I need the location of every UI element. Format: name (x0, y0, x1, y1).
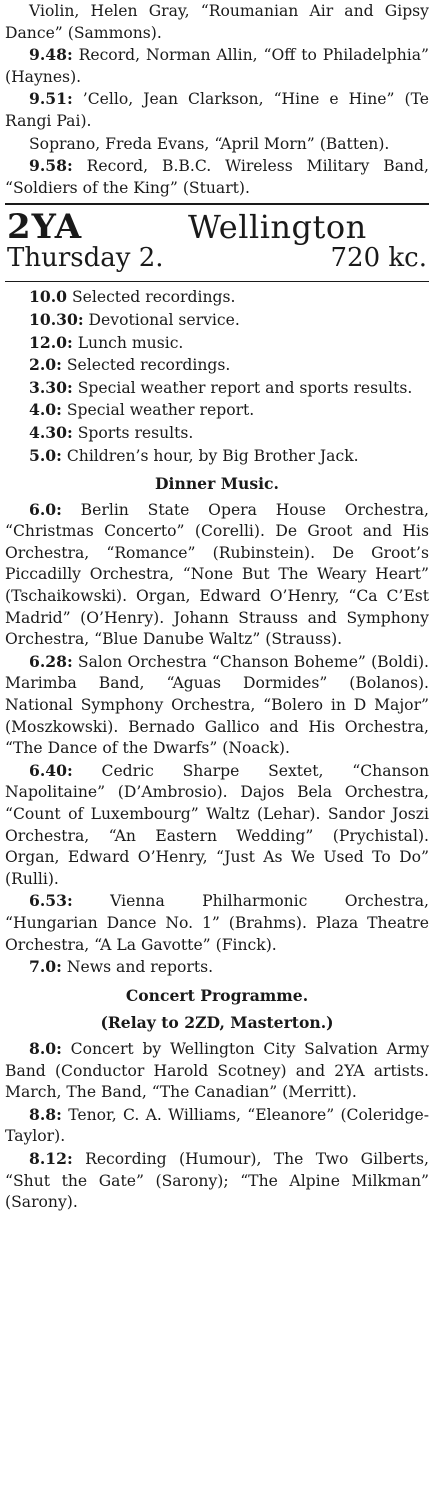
entry-text: Children’s hour, by Big Brother Jack. (61, 446, 359, 465)
broadcast-day: Thursday 2. (7, 243, 164, 274)
station-city: Wellington (188, 208, 367, 247)
programme-entry (5, 0, 429, 44)
programme-entry (5, 1104, 429, 1148)
entry-time: 10.0 (29, 287, 67, 307)
entry-time: 12.0: (29, 332, 73, 352)
entry-text: Cedric Sharpe Sextet, “Chanson Napolitaine” (D’Ambrosio). Dajos Bela Orchestra, “Count of Luxembourg” Waltz (Lehar). Sandor Joszi Orchestra, “An Eastern Wedding” (Prychistal). Organ, Edward O’Henry, “Just As We Used To Do” (Rulli). (5, 761, 429, 888)
early-items (5, 286, 429, 467)
entry-time: 5.0: (29, 445, 62, 465)
entry-time: 6.28: (29, 651, 73, 671)
entry-time: 2.0: (29, 355, 62, 375)
entry-text: News and reports. (61, 958, 214, 977)
programme-entry (5, 377, 429, 400)
programme-entry (5, 286, 429, 309)
station-header (5, 207, 429, 275)
section-heading-concert: Concert Programme. (125, 985, 309, 1005)
section-subheading-relay: (Relay to 2ZD, Masterton.) (100, 1013, 334, 1033)
entry-text: Selected recordings. (66, 288, 236, 307)
dinner-items (5, 499, 429, 979)
entry-time: 9.48: (29, 45, 73, 65)
entry-text: Special weather report. (61, 401, 255, 420)
top-items (5, 0, 429, 199)
entry-text: Tenor, C. A. Williams, “Eleanore” (Coleridge-Taylor). (5, 1105, 429, 1146)
entry-text: Recording (Humour), The Two Gilberts, “Shut the Gate” (Sarony); “The Alpine Milkman” (Sarony). (5, 1149, 429, 1212)
programme-entry (5, 354, 429, 377)
station-frequency: 720 kc. (330, 243, 427, 274)
entry-time: 6.0: (29, 499, 62, 519)
programme-entry (5, 88, 429, 132)
programme-column (5, 0, 429, 1214)
entry-text: Sports results. (72, 423, 194, 442)
entry-text: Record, B.B.C. Wireless Military Band, “Soldiers of the King” (Stuart). (5, 157, 429, 197)
entry-time: 6.53: (29, 891, 73, 911)
programme-entry (5, 332, 429, 355)
concert-items (5, 1038, 429, 1214)
entry-text: Salon Orchestra “Chanson Boheme” (Boldi). Marimba Band, “Aguas Dormides” (Bolanos). National Symphony Orchestra, “Bolero in D Major” (Moszkowski). Bernado Gallico and His Orchestra, “The Dance of the Dwarfs” (Noack). (5, 652, 429, 758)
programme-entry (5, 760, 429, 891)
entry-time: 4.0: (29, 400, 62, 420)
entry-time: 9.51: (29, 89, 73, 109)
section-heading-dinner: Dinner Music. (155, 474, 279, 494)
entry-text: Vienna Philharmonic Orchestra, “Hungarian Dance No. 1” (Brahms). Plaza Theatre Orchestra, “A La Gavotte” (Finck). (5, 892, 429, 954)
entry-time: 7.0: (29, 957, 62, 977)
entry-text: Soprano, Freda Evans, “April Morn” (Batten). (29, 134, 390, 153)
programme-entry (5, 1038, 429, 1104)
programme-entry (5, 133, 429, 156)
entry-time: 8.12: (29, 1148, 73, 1168)
programme-entry (5, 499, 429, 651)
entry-text: Record, Norman Allin, “Off to Philadelphia” (Haynes). (5, 46, 429, 86)
entry-text: Lunch music. (72, 333, 184, 352)
programme-entry (5, 956, 429, 979)
divider (5, 281, 429, 282)
programme-entry (5, 445, 429, 468)
entry-time: 6.40: (29, 760, 73, 780)
entry-text: Violin, Helen Gray, “Roumanian Air and Gipsy Dance” (Sammons). (5, 2, 429, 42)
station-callsign: 2YA (7, 207, 83, 248)
entry-time: 9.58: (29, 156, 73, 176)
entry-text: Special weather report and sports results. (72, 378, 413, 397)
divider (5, 203, 429, 205)
entry-time: 8.0: (29, 1038, 62, 1058)
programme-entry (5, 890, 429, 956)
entry-text: Concert by Wellington City Salvation Army Band (Conductor Harold Scotney) and 2YA artists. March, The Band, “The Canadian” (Merritt). (5, 1039, 429, 1102)
entry-text: Devotional service. (83, 310, 240, 329)
programme-entry (5, 44, 429, 88)
entry-time: 4.30: (29, 422, 73, 442)
programme-entry (5, 309, 429, 332)
entry-time: 3.30: (29, 377, 73, 397)
programme-entry (5, 651, 429, 760)
programme-entry (5, 399, 429, 422)
entry-text: ’Cello, Jean Clarkson, “Hine e Hine” (Te Rangi Pai). (5, 90, 429, 130)
programme-entry (5, 155, 429, 199)
entry-text: Berlin State Opera House Orchestra, “Christmas Concerto” (Corelli). De Groot and His Orchestra, “Romance” (Rubinstein). De Groot’s Piccadilly Orchestra, “None But The Weary Heart” (Tschaikowski). Organ, Edward O’Henry, “Ca C’Est Madrid” (O’Henry). Johann Strauss and Symphony Orchestra, “Blue Danube Waltz” (Strauss). (5, 500, 429, 649)
programme-entry (5, 1148, 429, 1214)
entry-time: 8.8: (29, 1104, 62, 1124)
entry-time: 10.30: (29, 309, 84, 329)
entry-text: Selected recordings. (61, 356, 231, 375)
programme-entry (5, 422, 429, 445)
